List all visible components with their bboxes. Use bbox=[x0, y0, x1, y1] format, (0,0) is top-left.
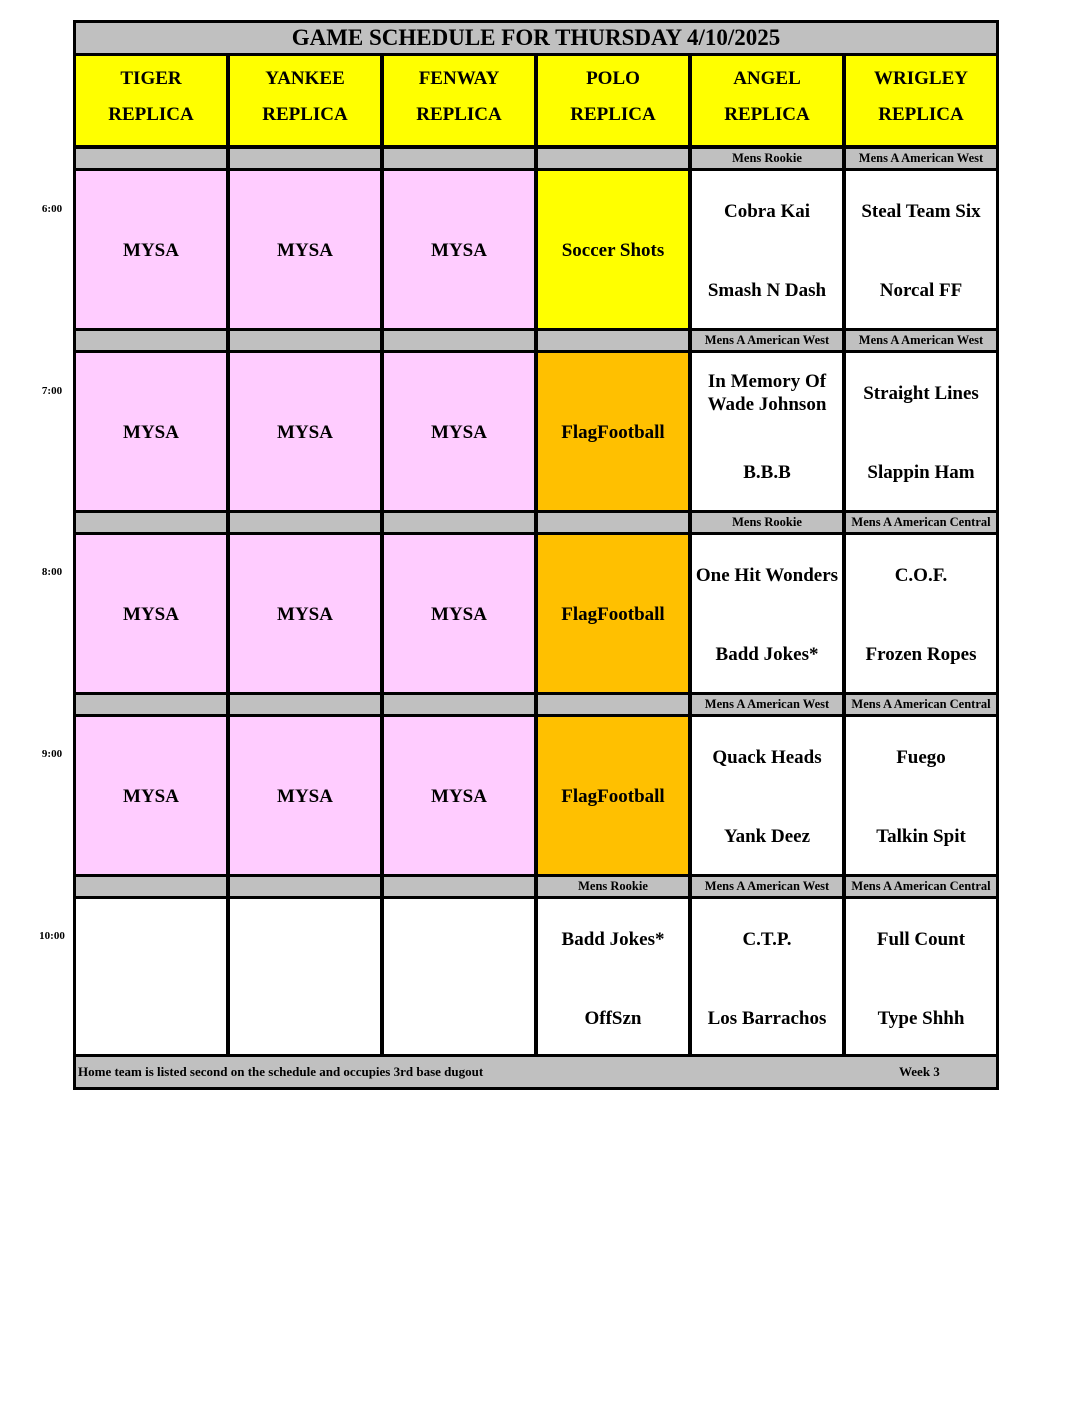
division-text: Mens Rookie bbox=[732, 515, 802, 529]
field-name: TIGER bbox=[120, 68, 182, 89]
event-name: MYSA bbox=[431, 603, 487, 625]
field-name: WRIGLEY bbox=[874, 68, 968, 89]
event-cell bbox=[73, 350, 229, 515]
event-cell bbox=[73, 168, 229, 333]
event-cell bbox=[227, 896, 383, 1061]
event-cell bbox=[227, 168, 383, 333]
division-text: Mens A American West bbox=[858, 333, 984, 347]
event-cell bbox=[381, 714, 537, 879]
event-cell bbox=[227, 532, 383, 697]
time-label: 9:00 bbox=[41, 748, 63, 760]
home-team-note: Home team is listed second on the schedule and occupies 3rd base dugout bbox=[78, 1064, 484, 1079]
event-cell bbox=[381, 168, 537, 333]
home-team: Badd Jokes* bbox=[715, 644, 819, 665]
event-name: MYSA bbox=[123, 603, 179, 625]
division-text: Mens Rookie bbox=[732, 151, 802, 165]
event-name: Soccer Shots bbox=[561, 239, 665, 261]
away-team: Quack Heads bbox=[712, 746, 822, 768]
game-cell bbox=[689, 896, 845, 1061]
field-name: ANGEL bbox=[733, 68, 801, 89]
division-text: Mens Rookie bbox=[578, 879, 648, 893]
field-subtitle: REPLICA bbox=[416, 104, 502, 125]
division-text: Mens A American Central bbox=[851, 697, 991, 711]
away-team: Straight Lines bbox=[863, 382, 979, 404]
home-team: B.B.B bbox=[743, 462, 791, 483]
field-name: POLO bbox=[586, 68, 640, 89]
event-cell bbox=[535, 532, 691, 697]
event-name: MYSA bbox=[277, 421, 333, 443]
event-name: FlagFootball bbox=[561, 785, 665, 807]
division-text: Mens A American West bbox=[704, 333, 830, 347]
division-text: Mens A American Central bbox=[851, 515, 991, 529]
game-cell bbox=[689, 350, 845, 515]
game-cell bbox=[843, 532, 999, 697]
event-cell bbox=[73, 896, 229, 1061]
game-cell bbox=[689, 168, 845, 333]
event-name: MYSA bbox=[123, 421, 179, 443]
event-name: MYSA bbox=[431, 785, 487, 807]
field-subtitle: REPLICA bbox=[108, 104, 194, 125]
field-header-tiger bbox=[73, 53, 229, 148]
event-name: MYSA bbox=[123, 239, 179, 261]
field-header-yankee bbox=[227, 53, 383, 148]
away-team: Badd Jokes* bbox=[561, 928, 665, 950]
home-team: Talkin Spit bbox=[876, 826, 966, 847]
home-team: Frozen Ropes bbox=[865, 644, 977, 665]
event-name: MYSA bbox=[277, 603, 333, 625]
game-cell bbox=[689, 714, 845, 879]
field-subtitle: REPLICA bbox=[570, 104, 656, 125]
home-team: Los Barrachos bbox=[707, 1008, 827, 1029]
away-team: Full Count bbox=[876, 928, 966, 950]
game-cell bbox=[843, 350, 999, 515]
field-header-fenway bbox=[381, 53, 537, 148]
event-name: FlagFootball bbox=[561, 421, 665, 443]
field-name: YANKEE bbox=[265, 68, 345, 89]
time-label: 6:00 bbox=[41, 203, 63, 215]
event-name: MYSA bbox=[431, 239, 487, 261]
event-cell bbox=[535, 714, 691, 879]
event-cell bbox=[535, 350, 691, 515]
game-cell bbox=[843, 896, 999, 1061]
field-header-angel bbox=[689, 53, 845, 148]
event-cell bbox=[73, 532, 229, 697]
home-team: Smash N Dash bbox=[707, 280, 827, 301]
event-cell bbox=[73, 714, 229, 879]
home-team: Yank Deez bbox=[723, 826, 811, 847]
time-label: 10:00 bbox=[39, 930, 65, 942]
event-name: MYSA bbox=[123, 785, 179, 807]
division-text: Mens A American West bbox=[858, 151, 984, 165]
time-label: 8:00 bbox=[41, 566, 63, 578]
home-team: OffSzn bbox=[584, 1008, 642, 1029]
event-name: MYSA bbox=[277, 239, 333, 261]
event-name: MYSA bbox=[277, 785, 333, 807]
home-team: Norcal FF bbox=[879, 280, 963, 301]
home-team: Type Shhh bbox=[877, 1008, 965, 1029]
field-subtitle: REPLICA bbox=[262, 104, 348, 125]
event-cell bbox=[227, 350, 383, 515]
away-team: C.O.F. bbox=[894, 564, 948, 586]
event-cell bbox=[227, 714, 383, 879]
field-header-wrigley bbox=[843, 53, 999, 148]
event-cell bbox=[381, 896, 537, 1061]
game-cell bbox=[689, 532, 845, 697]
field-subtitle: REPLICA bbox=[878, 104, 964, 125]
field-subtitle: REPLICA bbox=[724, 104, 810, 125]
event-cell bbox=[381, 532, 537, 697]
division-text: Mens A American West bbox=[704, 879, 830, 893]
event-cell bbox=[535, 168, 691, 333]
home-team: Slappin Ham bbox=[867, 462, 975, 483]
event-name: FlagFootball bbox=[561, 603, 665, 625]
away-team: In Memory Of Wade Johnson bbox=[707, 371, 827, 415]
week-label: Week 3 bbox=[899, 1064, 940, 1079]
away-team: Fuego bbox=[896, 746, 946, 768]
away-team: Steal Team Six bbox=[861, 200, 981, 222]
game-cell bbox=[843, 168, 999, 333]
field-header-polo bbox=[535, 53, 691, 148]
away-team: Cobra Kai bbox=[723, 200, 811, 222]
game-cell bbox=[843, 714, 999, 879]
division-text: Mens A American West bbox=[704, 697, 830, 711]
schedule-title bbox=[73, 20, 999, 56]
division-text: Mens A American Central bbox=[851, 879, 991, 893]
schedule-title-text: GAME SCHEDULE FOR THURSDAY 4/10/2025 bbox=[291, 25, 781, 50]
game-cell bbox=[535, 896, 691, 1061]
time-label: 7:00 bbox=[41, 385, 63, 397]
away-team: One Hit Wonders bbox=[695, 564, 839, 586]
field-name: FENWAY bbox=[418, 68, 500, 89]
event-name: MYSA bbox=[431, 421, 487, 443]
schedule-footer bbox=[73, 1054, 999, 1090]
event-cell bbox=[381, 350, 537, 515]
away-team: C.T.P. bbox=[742, 928, 792, 950]
